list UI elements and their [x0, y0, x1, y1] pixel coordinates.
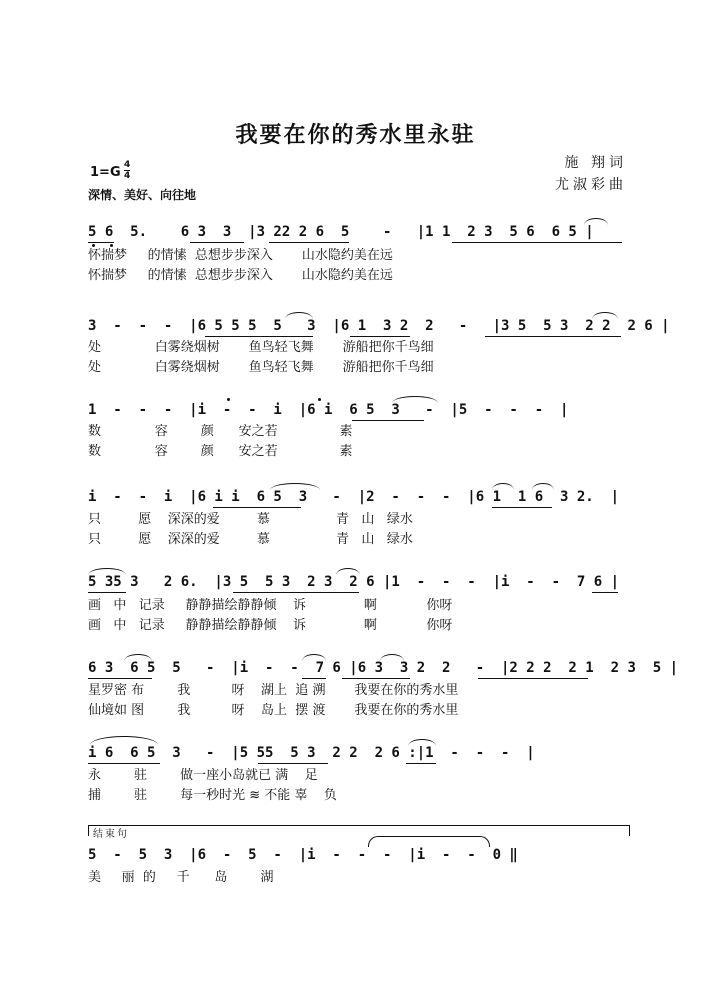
notes-system-8: 5 - 5 3 |6 - 5 - |i - - - |i - - 0 ‖ — [88, 847, 518, 863]
beam-underline — [269, 242, 349, 243]
slur — [592, 312, 618, 319]
song-title: 我要在你的秀水里永驻 — [235, 122, 476, 148]
slur — [492, 483, 514, 490]
notes-system-7: i 6 6 5 3 - |5 55 5 3 2 2 2 6 :|1 - - - | — [88, 745, 535, 761]
beam-underline — [88, 242, 114, 243]
notes-system-6: 6 3 6 5 5 - |i - - 7 6 |6 3 3 2 2 - |2 2 2 2 1 2 3 5 | — [88, 660, 679, 676]
beam-underline — [190, 242, 244, 243]
notes-system-5: 5 35 3 2 6. |3 5 5 3 2 3 2 6 |1 - - - |i - - 7 6 | — [88, 574, 620, 590]
lyrics-system-2-verse-2: 处 白雾绕烟树 鱼鸟轻飞舞 游船把你千鸟细 — [88, 360, 434, 375]
lyrics-system-5-verse-2: 画 中 记录 静静描绘静静倾 诉 啊 你呀 — [88, 618, 453, 633]
lyrics-system-4-verse-2: 只 愿 深深的爱 慕 青 山 绿水 — [88, 532, 413, 547]
lyrics-system-1-verse-2: 怀揣梦 的情愫 总想步步深入 山水隐约美在远 — [88, 268, 393, 283]
lyrics-system-3-verse-2: 数 容 颜 安之若 素 — [88, 444, 353, 459]
beam-underline — [88, 592, 126, 593]
lyrics-system-2-verse-1: 处 白雾绕烟树 鱼鸟轻飞舞 游船把你千鸟细 — [88, 340, 434, 355]
lyrics-system-4-verse-1: 只 愿 深深的爱 慕 青 山 绿水 — [88, 512, 413, 527]
lyrics-system-7-verse-1: 永 驻 做一座小岛就已 满 足 — [88, 768, 318, 783]
lyrics-system-7-verse-2: 捕 驻 每一秒时光 ≋ 不能 辜 负 — [88, 788, 337, 803]
beam-underline — [492, 507, 552, 508]
slur — [124, 654, 152, 661]
beam-underline — [350, 336, 410, 337]
ending-label: 结束句 — [93, 829, 129, 840]
notes-system-1: 5 6 5. 6 3 3 |3 22 2 6 5 - |1 1 2 3 5 6 6 5 | — [88, 224, 594, 240]
beam-underline — [352, 420, 424, 421]
beam-underline — [478, 678, 588, 679]
notes-system-2: 3 - - - |6 5 5 5 5 3 |6 1 3 2 2 - |3 5 5 3 2 2 2 6 | — [88, 318, 670, 334]
slur — [532, 483, 554, 490]
beam-underline — [88, 763, 160, 764]
slur — [392, 396, 438, 403]
beam-underline — [88, 678, 152, 679]
lyrics-system-6-verse-2: 仙境如 图 我 呀 岛上 摆 渡 我要在你的秀水里 — [88, 703, 459, 718]
ending-tie — [368, 836, 490, 847]
key-signature: 1=G — [90, 165, 121, 180]
beam-underline — [205, 336, 313, 337]
tempo-marking: 深情、美好、向往地 — [88, 188, 197, 202]
lyricist-credit: 施 翔词 — [564, 155, 627, 171]
slur — [380, 654, 404, 661]
slur — [90, 736, 158, 745]
high-octave-dot — [318, 398, 321, 401]
composer-credit: 尤淑彩曲 — [555, 177, 627, 193]
notes-system-4: i - - i |6 i i 6 5 3 - |2 - - - |6 1 1 6 3 2. | — [88, 489, 620, 505]
beam-underline — [342, 678, 410, 679]
low-octave-dot — [110, 244, 113, 247]
beam-underline — [452, 242, 622, 243]
beam-underline — [406, 763, 436, 764]
time-signature — [124, 160, 130, 181]
lyrics-system-8-verse-1: 美 丽 的 千 岛 湖 — [88, 870, 274, 885]
notes-system-3: 1 - - - |i - - i |6 i 6 5 3 - |5 - - - | — [88, 402, 569, 418]
beam-underline — [485, 336, 621, 337]
slur — [285, 312, 313, 319]
lyrics-system-1-verse-1: 怀揣梦 的情愫 总想步步深入 山水隐约美在远 — [88, 248, 393, 263]
lyrics-system-6-verse-1: 星罗密 布 我 呀 湖上 追 溯 我要在你的秀水里 — [88, 683, 459, 698]
beam-underline — [233, 592, 359, 593]
beam-underline — [592, 592, 618, 593]
time-signature-bottom: 4 — [124, 171, 131, 181]
slur — [88, 568, 126, 575]
slur — [336, 568, 360, 575]
beam-underline — [258, 763, 328, 764]
high-octave-dot — [227, 398, 230, 401]
slur — [302, 654, 326, 661]
time-signature-top: 4 — [124, 160, 131, 170]
low-octave-dot — [92, 244, 95, 247]
lyrics-system-3-verse-1: 数 容 颜 安之若 素 — [88, 424, 353, 439]
lyrics-system-5-verse-1: 画 中 记录 静静描绘静静倾 诉 啊 你呀 — [88, 598, 453, 613]
slur — [270, 483, 320, 490]
ending-bracket — [88, 825, 630, 836]
slur — [584, 218, 608, 225]
slur — [408, 739, 436, 746]
beam-underline — [213, 507, 301, 508]
beam-underline — [302, 678, 326, 679]
